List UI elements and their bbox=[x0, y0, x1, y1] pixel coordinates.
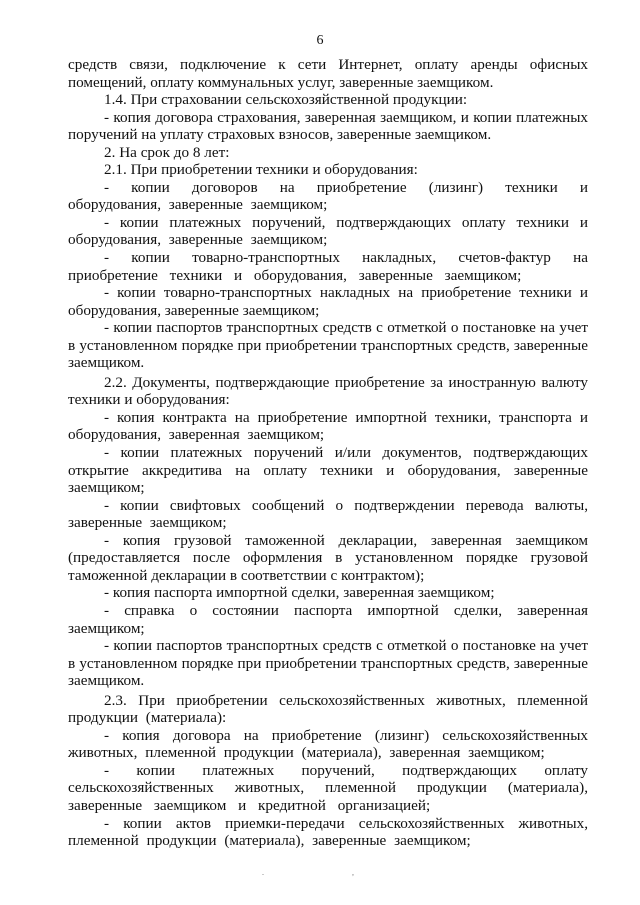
page-number: 6 bbox=[316, 33, 324, 48]
list-item: - справка о состоянии паспорта импортной сделки, заверенная заемщиком; bbox=[68, 601, 588, 637]
scan-mark: . bbox=[262, 868, 264, 877]
list-item-insurance-contract: - копия договора страхования, заверенная заемщиком, и копии платежных поручений на уплату страховых взносов, заверенные заемщиком. bbox=[68, 108, 588, 144]
list-item: - копии паспортов транспортных средств с отметкой о постановке на учет в установленном порядке при приобретении транспортных средств, заверенные заемщиком. bbox=[68, 319, 588, 372]
list-item: - копия грузовой таможенной декларации, заверенная заемщиком (предоставляется после оформления в установленном порядке грузовой таможенной декларации в соответствии с контрактом); bbox=[68, 531, 588, 584]
paragraph-continuation: средств связи, подключение к сети Интернет, оплату аренды офисных помещений, оплату коммунальных услуг, заверенные заемщиком. bbox=[68, 56, 588, 91]
list-item: - копии платежных поручений и/или документов, подтверждающих открытие аккредитива на оплату техники и оборудования, заверенные заемщиком; bbox=[68, 444, 588, 497]
list-item: - копия договора на приобретение (лизинг) сельскохозяйственных животных, племенной продукции (материала), заверенная заемщиком; bbox=[68, 726, 588, 762]
paragraph-1-4-heading: 1.4. При страховании сельскохозяйственной продукции: bbox=[104, 91, 468, 109]
list-item: - копии свифтовых сообщений о подтверждении перевода валюты, заверенные заемщиком; bbox=[68, 496, 588, 532]
document-body bbox=[68, 56, 588, 850]
list-item: - копии товарно-транспортных накладных на приобретение техники и оборудования, заверенные заемщиком; bbox=[68, 284, 588, 319]
paragraph-2-1-heading: 2.1. При приобретении техники и оборудования: bbox=[104, 161, 418, 179]
paragraph-2-2-heading: 2.2. Документы, подтверждающие приобретение за иностранную валюту техники и оборудования: bbox=[68, 373, 588, 409]
scan-mark: , bbox=[352, 868, 354, 877]
list-item: - копии платежных поручений, подтверждающих оплату сельскохозяйственных животных, племенной продукции (материала), заверенные заемщиком и кредитной организацией; bbox=[68, 761, 588, 814]
paragraph-2-3-heading: 2.3. При приобретении сельскохозяйственных животных, племенной продукции (материала): bbox=[68, 691, 588, 727]
list-item: - копии паспортов транспортных средств с отметкой о постановке на учет в установленном порядке при приобретении транспортных средств, заверенные заемщиком. bbox=[68, 637, 588, 690]
list-item: - копия паспорта импортной сделки, заверенная заемщиком; bbox=[104, 584, 495, 602]
list-item: - копии договоров на приобретение (лизинг) техники и оборудования, заверенные заемщиком; bbox=[68, 178, 588, 214]
list-item: - копии товарно-транспортных накладных, счетов-фактур на приобретение техники и оборудования, заверенные заемщиком; bbox=[68, 249, 588, 284]
list-item: - копии платежных поручений, подтверждающих оплату техники и оборудования, заверенные заемщиком; bbox=[68, 213, 588, 249]
list-item: - копия контракта на приобретение импортной техники, транспорта и оборудования, заверенная заемщиком; bbox=[68, 408, 588, 444]
paragraph-2-heading: 2. На срок до 8 лет: bbox=[104, 143, 230, 161]
list-item: - копии актов приемки-передачи сельскохозяйственных животных, племенной продукции (материала), заверенные заемщиком; bbox=[68, 814, 588, 850]
